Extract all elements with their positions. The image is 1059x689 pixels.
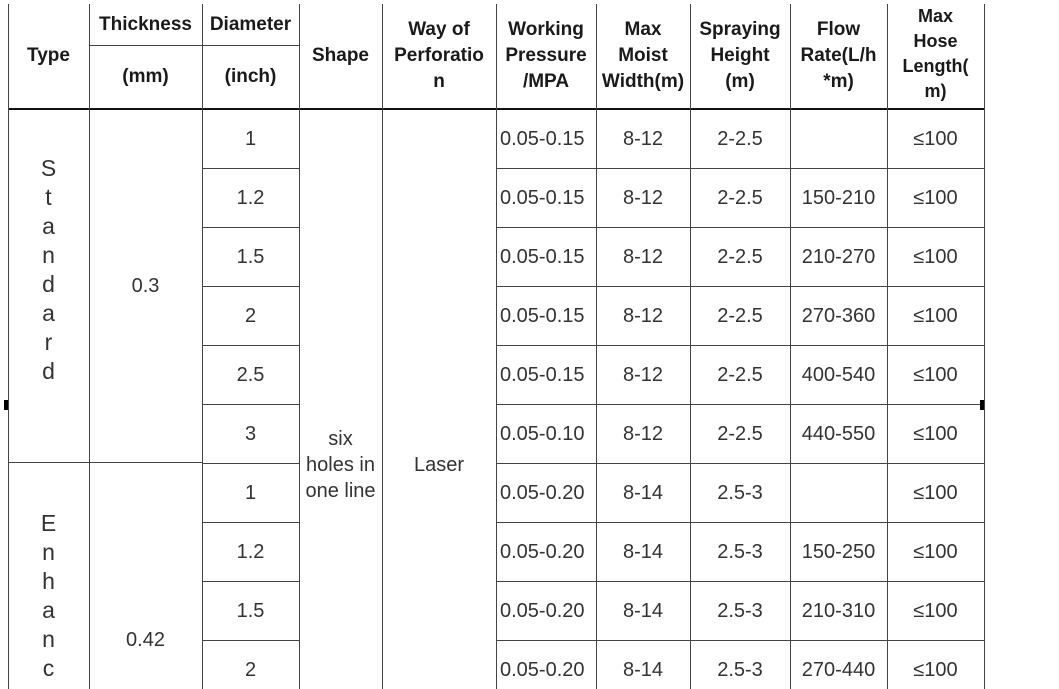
cell-pressure: 0.05-0.20 [500,482,585,504]
type-letter: d [42,271,55,297]
cell-spraying: 2.5-3 [717,482,763,504]
thickness-enhanced: 0.42 [126,628,165,651]
cell-diameter: 1 [244,128,257,150]
header-flow-rate: Flow Rate(L/h *m) [800,19,877,92]
cell-moist: 8-14 [622,482,664,504]
cell-flow: 270-360 [801,305,876,327]
grid-line [202,227,299,228]
cell-hose: ≤100 [913,187,958,209]
cell-spraying: 2.5-3 [717,541,763,563]
cell-spraying: 2-2.5 [717,423,763,445]
shape-value: six holes in one line [305,428,376,502]
cell-flow: 400-540 [801,364,876,386]
cell-diameter: 1.5 [236,600,265,622]
cell-hose: ≤100 [913,482,958,504]
grid-line [202,404,299,405]
cell-flow: 210-310 [801,600,876,622]
grid-line [690,4,691,689]
cell-moist: 8-12 [622,423,664,445]
header-hose-length: Max Hose Length( m) [902,6,969,101]
grid-line [790,4,791,689]
cell-hose: ≤100 [913,541,958,563]
grid-line [496,168,984,169]
grid-line [887,4,888,689]
cell-moist: 8-14 [622,659,664,681]
grid-line [299,4,300,689]
header-spraying-height: Spraying Height (m) [699,19,781,92]
type-letter: E [40,510,57,536]
cell-pressure: 0.05-0.15 [500,128,585,150]
header-moist-width: Max Moist Width(m) [601,19,685,92]
cell-flow: 210-270 [801,246,876,268]
cell-hose: ≤100 [913,246,958,268]
cell-pressure: 0.05-0.15 [500,246,585,268]
cell-spraying: 2-2.5 [717,305,763,327]
type-standard [8,140,89,420]
header-diameter-unit: (inch) [224,65,277,87]
cell-diameter: 2.5 [236,364,265,386]
grid-line [8,4,9,689]
grid-line [202,640,299,641]
header-pressure: Working Pressure /MPA [505,19,587,92]
perforation-value: Laser [413,453,465,476]
cell-flow [790,464,887,523]
grid-line [984,4,985,689]
cell-moist: 8-12 [622,364,664,386]
cell-pressure: 0.05-0.15 [500,364,585,386]
cell-hose: ≤100 [913,600,958,622]
cell-spraying: 2.5-3 [717,659,763,681]
cell-pressure: 0.05-0.20 [500,659,585,681]
cell-spraying: 2.5-3 [717,600,763,622]
cell-moist: 8-12 [622,187,664,209]
header-thickness-unit: (mm) [122,65,169,87]
grid-line [202,4,203,689]
grid-line [496,640,984,641]
grid-line [496,463,984,464]
grid-line [496,522,984,523]
cell-hose: ≤100 [913,305,958,327]
thickness-standard: 0.3 [131,275,160,297]
grid-line [496,4,497,689]
cell-pressure: 0.05-0.15 [500,187,585,209]
cell-spraying: 2-2.5 [717,128,763,150]
grid-line [8,462,202,463]
cell-hose: ≤100 [913,659,958,681]
type-letter: a [42,597,55,623]
type-letter: a [42,213,55,239]
grid-line [496,345,984,346]
type-letter: c [42,655,55,681]
cell-moist: 8-14 [622,541,664,563]
type-enhanced [8,495,89,689]
grid-line [496,581,984,582]
grid-line [382,4,383,689]
cell-diameter: 2 [244,305,257,327]
cell-moist: 8-12 [622,246,664,268]
header-perforation: Way of Perforatio n [394,19,484,92]
cell-flow: 150-210 [801,187,876,209]
cell-spraying: 2-2.5 [717,364,763,386]
selection-marker-left [4,400,8,410]
grid-line [202,463,299,464]
selection-marker-right [980,400,984,410]
cell-moist: 8-12 [622,128,664,150]
type-letter: S [40,155,57,181]
grid-line [89,45,299,46]
grid-line [202,581,299,582]
header-shape: Shape [311,45,370,66]
cell-spraying: 2-2.5 [717,246,763,268]
grid-line [202,168,299,169]
type-letter: n [42,626,55,652]
cell-pressure: 0.05-0.20 [500,541,585,563]
cell-diameter: 1 [244,482,257,504]
grid-line [89,4,90,689]
cell-diameter: 1.5 [236,246,265,268]
cell-flow: 440-550 [801,423,876,445]
cell-pressure: 0.05-0.15 [500,305,585,327]
cell-hose: ≤100 [913,364,958,386]
cell-diameter: 1.2 [236,187,265,209]
type-letter: a [42,300,55,326]
grid-line [496,227,984,228]
grid-line [496,286,984,287]
grid-line [202,522,299,523]
cell-diameter: 3 [244,423,257,445]
type-letter: t [45,184,52,210]
type-letter: n [42,539,55,565]
grid-line [596,4,597,689]
grid-line [202,286,299,287]
cell-hose: ≤100 [913,423,958,445]
grid-line [202,345,299,346]
header-thickness: Thickness [99,13,192,35]
header-diameter: Diameter [209,13,292,35]
type-letter: n [42,242,55,268]
cell-hose: ≤100 [913,128,958,150]
type-letter: h [42,568,55,594]
cell-spraying: 2-2.5 [717,187,763,209]
cell-pressure: 0.05-0.20 [500,600,585,622]
type-letter: r [44,329,53,355]
cell-flow [790,110,887,169]
header-type: Type [27,45,70,66]
cell-moist: 8-14 [622,600,664,622]
cell-flow: 270-440 [801,659,876,681]
cell-diameter: 2 [244,659,257,681]
cell-diameter: 1.2 [236,541,265,563]
cell-flow: 150-250 [801,541,876,563]
cell-moist: 8-12 [622,305,664,327]
cell-pressure: 0.05-0.10 [500,423,585,445]
type-letter: d [42,358,55,384]
grid-line [496,404,984,405]
